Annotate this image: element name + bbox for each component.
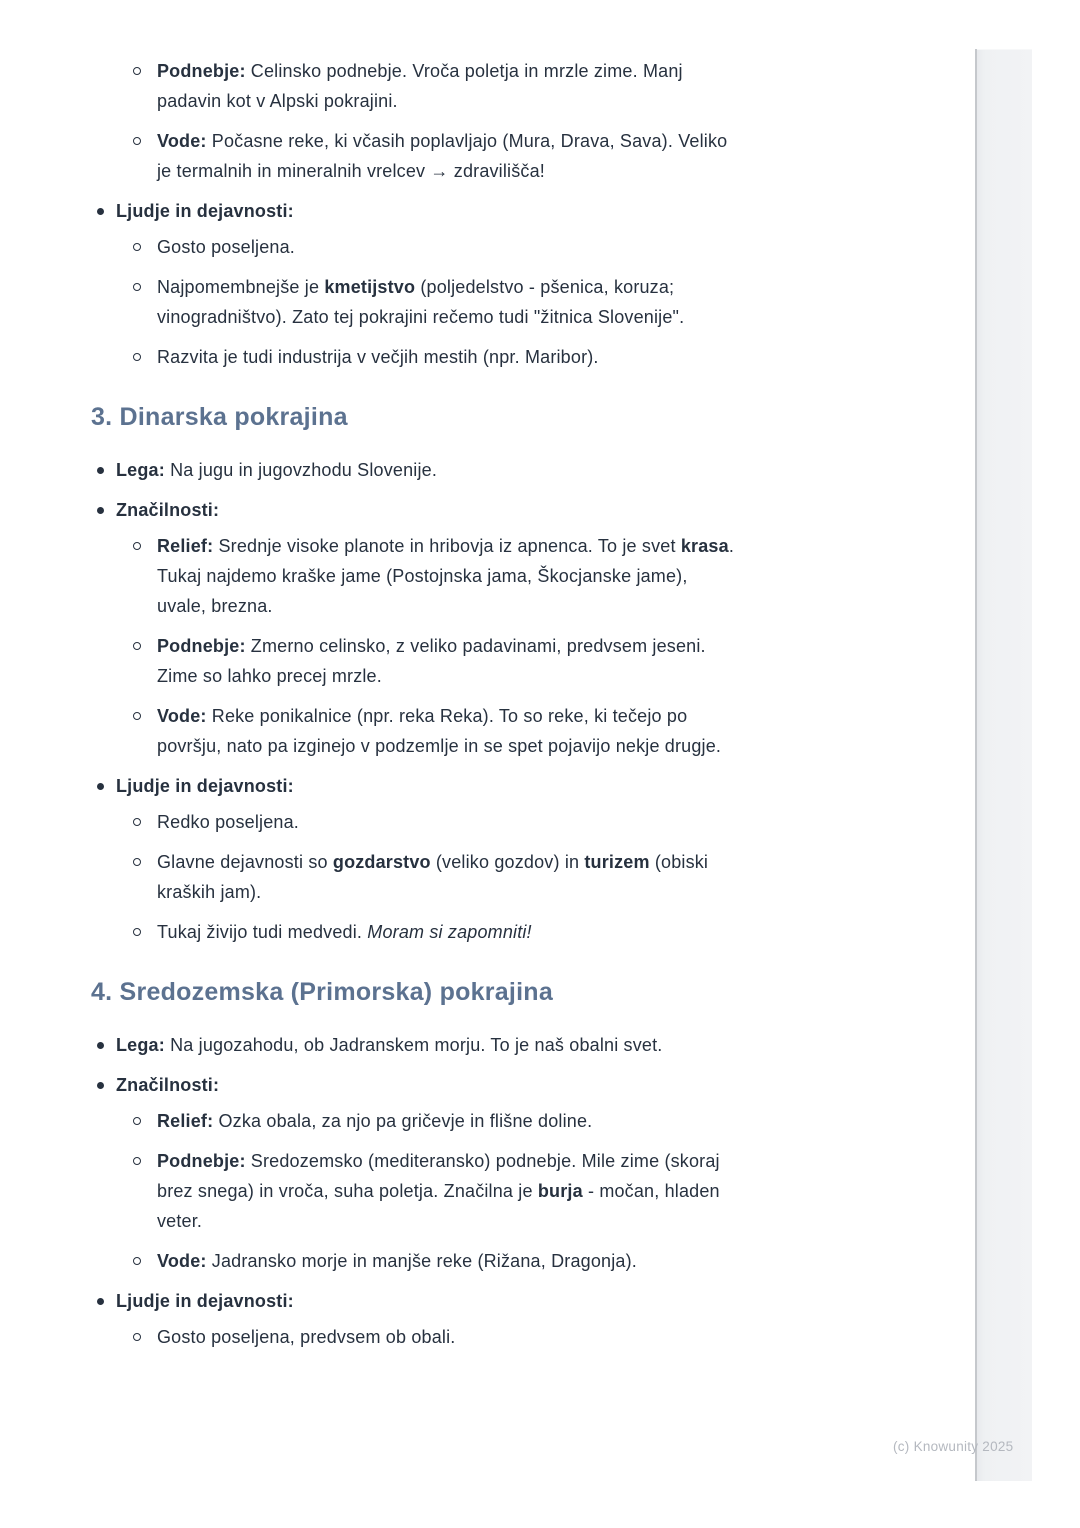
section-list: [91, 455, 738, 947]
list-item: [116, 1322, 738, 1352]
circle-bullet-icon: [133, 67, 141, 75]
text-run: Celinsko podnebje. Vroča poletja in mrzle zime. Manj padavin kot v Alpski pokrajini.: [157, 61, 683, 111]
list-item-text: [116, 1035, 662, 1055]
bold-text: Relief:: [157, 536, 214, 556]
list-item: [116, 1246, 738, 1276]
list-item: [91, 196, 738, 372]
list-item: [91, 771, 738, 947]
bold-text: gozdarstvo: [332, 852, 431, 872]
list-item-text: [116, 500, 219, 520]
list-item: [116, 126, 738, 186]
list-item: [116, 847, 738, 907]
disc-bullet-icon: [97, 1082, 104, 1089]
sub-bullet-list: [116, 232, 738, 372]
text-run: Počasne reke, ki včasih poplavljajo (Mura, Drava, Sava). Veliko je termalnih in mineralnih vrelcev → zdravilišča!: [157, 131, 728, 181]
list-item: [116, 1146, 738, 1236]
bold-text: burja: [537, 1181, 583, 1201]
bold-text: Značilnosti:: [116, 500, 220, 520]
list-item-text: [157, 706, 721, 756]
bold-text: kmetijstvo: [324, 277, 416, 297]
section-heading: 4. Sredozemska (Primorska) pokrajina: [91, 978, 553, 1006]
list-item: [91, 1286, 738, 1352]
section-sredozemska-pokrajina: [91, 977, 738, 1352]
list-item-text: [157, 61, 683, 111]
sub-bullet-list: [116, 531, 738, 761]
list-item-text: [157, 1327, 455, 1347]
bullet-list: [91, 455, 738, 947]
circle-bullet-icon: [133, 283, 141, 291]
circle-bullet-icon: [133, 928, 141, 936]
list-item-text: [157, 1251, 637, 1271]
list-item-text: [157, 852, 708, 902]
bold-text: Podnebje:: [157, 61, 246, 81]
section-dinarska-pokrajina: [91, 402, 738, 947]
text-run: (obiski kraških jam).: [157, 852, 709, 902]
list-item-text: [116, 1291, 294, 1311]
italic-text: Moram si zapomniti!: [367, 922, 532, 942]
sub-bullet-list: [116, 1106, 738, 1276]
list-item: [116, 56, 738, 116]
text-run: Zmerno celinsko, z veliko padavinami, predvsem jeseni. Zime so lahko precej mrzle.: [157, 636, 706, 686]
list-item: [116, 272, 738, 332]
circle-bullet-icon: [133, 818, 141, 826]
bold-text: Vode:: [157, 1251, 207, 1271]
text-run: Na jugu in jugovzhodu Slovenije.: [164, 460, 438, 480]
list-item: [91, 455, 738, 485]
bold-text: Vode:: [157, 706, 207, 726]
circle-bullet-icon: [133, 1157, 141, 1165]
sub-bullet-list: [116, 807, 738, 947]
list-item: [116, 631, 738, 691]
bullet-list: [91, 1030, 738, 1352]
list-item-text: [116, 201, 294, 221]
list-item: [91, 1030, 738, 1060]
list-item: [116, 917, 738, 947]
bold-text: Ljudje in dejavnosti:: [116, 776, 294, 796]
bold-text: Podnebje:: [157, 1151, 246, 1171]
text-run: (poljedelstvo - pšenica, koruza; vinogradništvo). Zato tej pokrajini rečemo tudi "žitnica Slovenije".: [157, 277, 685, 327]
text-run: . Tukaj najdemo kraške jame (Postojnska jama, Škocjanske jame), uvale, brezna.: [157, 536, 734, 616]
list-item-text: [157, 277, 684, 327]
disc-bullet-icon: [97, 1298, 104, 1305]
text-run: Gosto poseljena.: [157, 237, 295, 257]
circle-bullet-icon: [133, 712, 141, 720]
list-item: [116, 342, 738, 372]
list-item: [116, 807, 738, 837]
continued-sublist: [116, 56, 738, 186]
list-item-text: [157, 536, 734, 616]
text-run: Jadransko morje in manjše reke (Rižana, Dragonja).: [206, 1251, 637, 1271]
list-item-text: [157, 1151, 720, 1231]
circle-bullet-icon: [133, 137, 141, 145]
list-item-text: [157, 636, 706, 686]
watermark-text: (c) Knowunity 2025: [893, 1439, 1014, 1454]
people-activities-list: [91, 196, 738, 372]
bold-text: Ljudje in dejavnosti:: [116, 1291, 294, 1311]
text-run: - močan, hladen veter.: [157, 1181, 720, 1231]
text-run: Gosto poseljena, predvsem ob obali.: [157, 1327, 456, 1347]
list-item-text: [157, 1111, 592, 1131]
list-item-text: [116, 776, 294, 796]
bold-text: Vode:: [157, 131, 207, 151]
bullet-list: [91, 196, 738, 372]
text-run: Srednje visoke planote in hribovja iz apnenca. To je svet: [213, 536, 681, 556]
text-run: Ozka obala, za njo pa gričevje in flišne doline.: [213, 1111, 593, 1131]
circle-bullet-icon: [133, 243, 141, 251]
list-item-text: [116, 1075, 219, 1095]
list-item: [91, 1070, 738, 1276]
circle-bullet-icon: [133, 642, 141, 650]
bold-text: Relief:: [157, 1111, 214, 1131]
sub-bullet-list: [116, 1322, 738, 1352]
next-page-edge: [975, 49, 1032, 1481]
disc-bullet-icon: [97, 783, 104, 790]
bold-text: Ljudje in dejavnosti:: [116, 201, 294, 221]
section-heading: 3. Dinarska pokrajina: [91, 403, 348, 431]
list-item: [116, 232, 738, 262]
text-run: (veliko gozdov) in: [430, 852, 585, 872]
circle-bullet-icon: [133, 858, 141, 866]
text-run: Redko poseljena.: [157, 812, 299, 832]
text-run: Reke ponikalnice (npr. reka Reka). To so reke, ki tečejo po površju, nato pa izginejo v podzemlje in se spet pojavijo nekje drugje.: [157, 706, 722, 756]
list-item: [91, 495, 738, 761]
circle-bullet-icon: [133, 353, 141, 361]
sub-bullet-list: [116, 56, 738, 186]
disc-bullet-icon: [97, 507, 104, 514]
bold-text: Lega:: [116, 1035, 165, 1055]
text-run: Razvita je tudi industrija v večjih mestih (npr. Maribor).: [157, 347, 599, 367]
disc-bullet-icon: [97, 208, 104, 215]
disc-bullet-icon: [97, 467, 104, 474]
circle-bullet-icon: [133, 1257, 141, 1265]
text-run: Sredozemsko (mediteransko) podnebje. Mile zime (skoraj brez snega) in vroča, suha poletja. Značilna je: [157, 1151, 720, 1201]
bold-text: Značilnosti:: [116, 1075, 220, 1095]
list-item-text: [116, 460, 437, 480]
list-item-text: [157, 131, 727, 181]
list-item: [116, 531, 738, 621]
text-run: Najpomembnejše je: [157, 277, 325, 297]
circle-bullet-icon: [133, 542, 141, 550]
disc-bullet-icon: [97, 1042, 104, 1049]
text-run: Glavne dejavnosti so: [157, 852, 333, 872]
bold-text: turizem: [584, 852, 650, 872]
list-item-text: [157, 347, 599, 367]
circle-bullet-icon: [133, 1117, 141, 1125]
text-run: Tukaj živijo tudi medvedi.: [157, 922, 368, 942]
bold-text: krasa: [680, 536, 729, 556]
list-item-text: [157, 812, 299, 832]
circle-bullet-icon: [133, 1333, 141, 1341]
bold-text: Podnebje:: [157, 636, 246, 656]
section-list: [91, 1030, 738, 1352]
list-item-text: [157, 237, 295, 257]
list-item: [116, 701, 738, 761]
bold-text: Lega:: [116, 460, 165, 480]
list-item: [116, 1106, 738, 1136]
list-item-text: [157, 922, 532, 942]
text-run: Na jugozahodu, ob Jadranskem morju. To je naš obalni svet.: [164, 1035, 663, 1055]
